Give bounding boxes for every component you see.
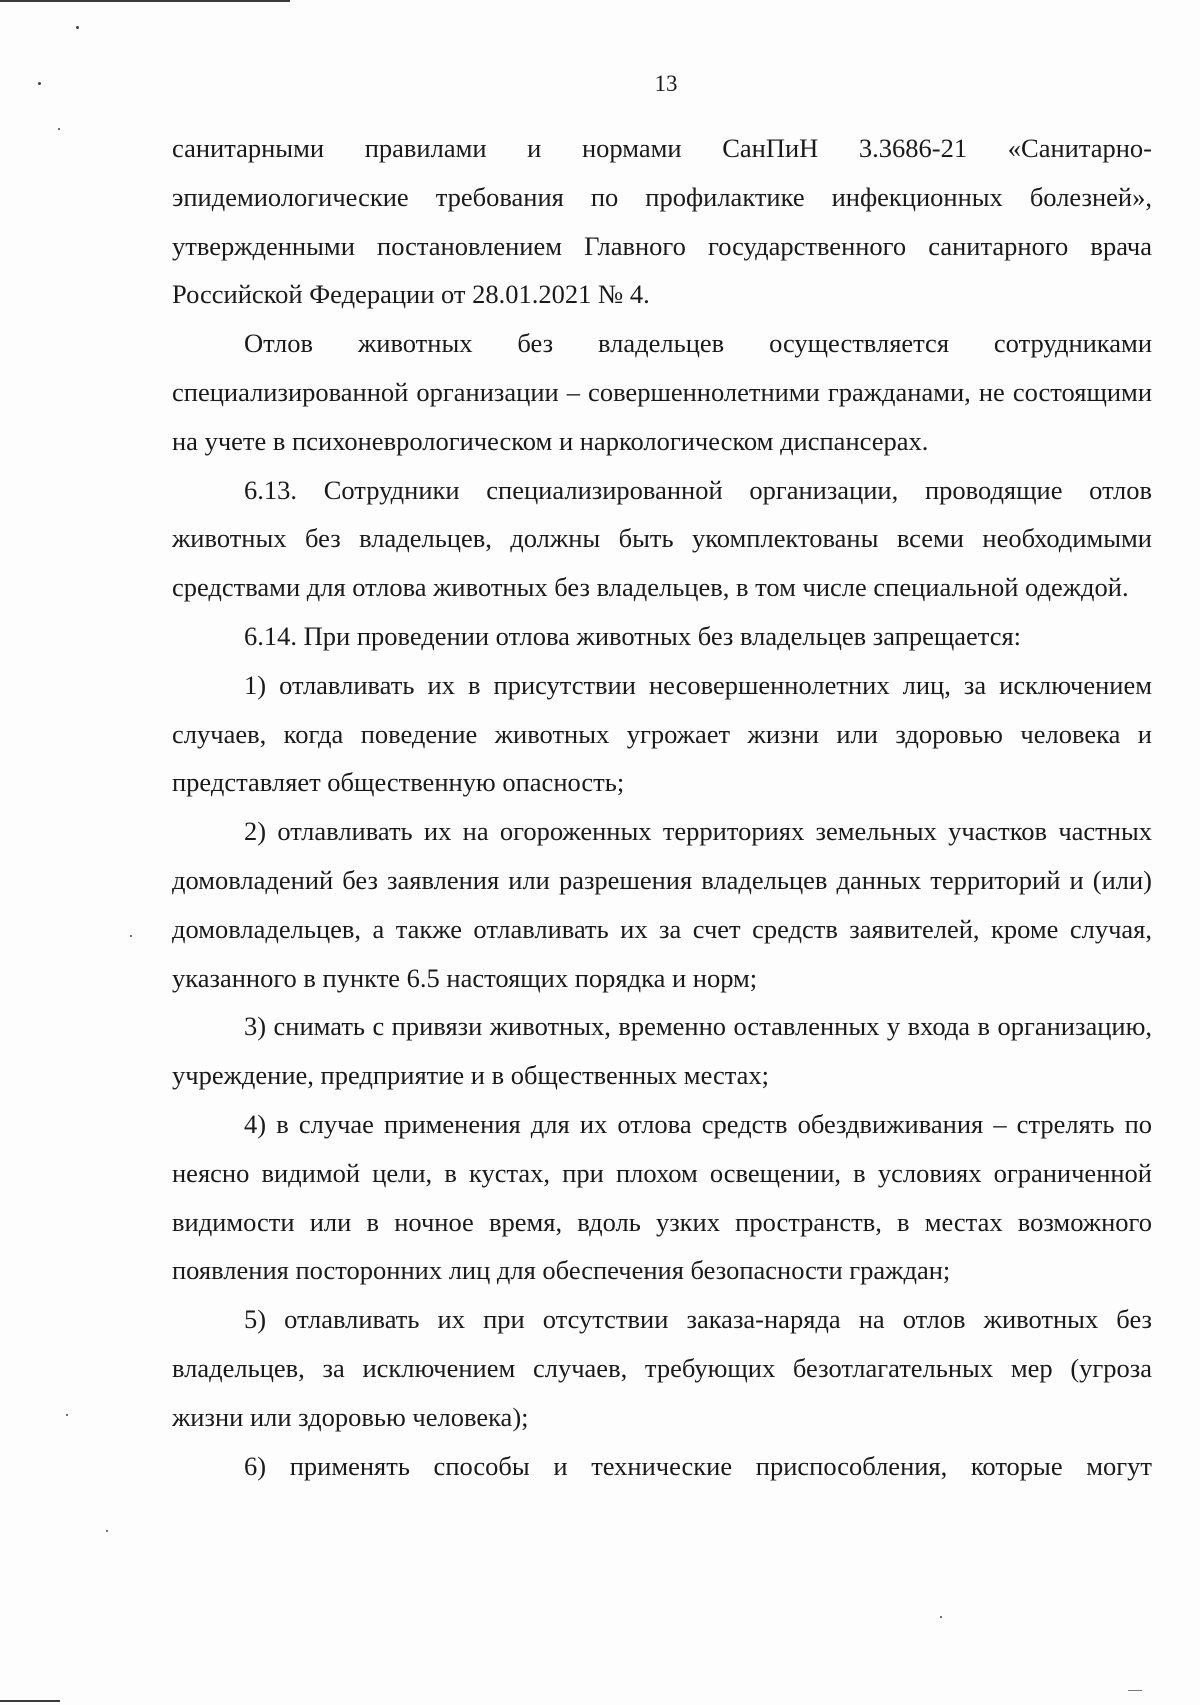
scan-edge-line-top <box>0 0 290 2</box>
document-body <box>172 124 1152 1490</box>
scan-speck <box>58 128 60 130</box>
paragraph-capture-staff: Отлов животных без владельцев осуществляется сотрудниками специализированной организации – совершеннолетними гражданами, не состоящими на учете в психоневрологическом и наркологическом диспансерах. <box>172 328 1152 456</box>
scan-speck <box>76 26 79 29</box>
paragraph-6-14: 6.14. При проведении отлова животных без владельцев запрещается: <box>244 620 1022 651</box>
scan-edge-line-bottom <box>0 1700 60 1702</box>
list-item-5: 5) отлавливать их при отсутствии заказа-наряда на отлов животных без владельцев, за исключением случаев, требующих безотлагательных мер (угроза жизни или здоровью человека); <box>172 1304 1152 1432</box>
list-item-6: 6) применять способы и технические приспособления, которые могут <box>244 1450 1152 1481</box>
scan-edge-line-bottom-right <box>1128 1690 1142 1691</box>
list-item-4: 4) в случае применения для их отлова средств обездвиживания – стрелять по неясно видимой цели, в кустах, при плохом освещении, в условиях ограниченной видимости или в ночное время, вдоль узких пространств, в местах возможного появления посторонних лиц для обеспечения безопасности граждан; <box>172 1108 1152 1286</box>
scan-speck <box>106 1530 108 1532</box>
scan-speck <box>130 935 132 937</box>
list-item-2: 2) отлавливать их на огороженных территориях земельных участков частных домовладений без заявления или разрешения владельцев данных территорий и (или) домовладельцев, а также отлавливать их за счет средств заявителей, кроме случая, указанного в пункте 6.5 настоящих порядка и норм; <box>172 816 1152 993</box>
list-item-1: 1) отлавливать их в присутствии несовершеннолетних лиц, за исключением случаев, когда поведение животных угрожает жизни или здоровью человека и представляет общественную опасность; <box>172 669 1152 798</box>
list-item-3: 3) снимать с привязи животных, временно оставленных у входа в организацию, учреждение, предприятие и в общественных местах; <box>172 1011 1152 1091</box>
page-number: 13 <box>654 71 678 96</box>
paragraph-6-13: 6.13. Сотрудники специализированной организации, проводящие отлов животных без владельцев, должны быть укомплектованы всеми необходимыми средствами для отлова животных без владельцев, в том числе специальной одеждой. <box>172 474 1152 603</box>
scan-speck <box>66 1414 68 1416</box>
scan-speck <box>940 1616 942 1618</box>
paragraph-sanpin-reference: санитарными правилами и нормами СанПиН 3.3686-21 «Санитарно-эпидемиологические требования по профилактике инфекционных болезней», утвержденными постановлением Главного государственного санитарного врача Российской Федерации от 28.01.2021 № 4. <box>172 133 1152 310</box>
